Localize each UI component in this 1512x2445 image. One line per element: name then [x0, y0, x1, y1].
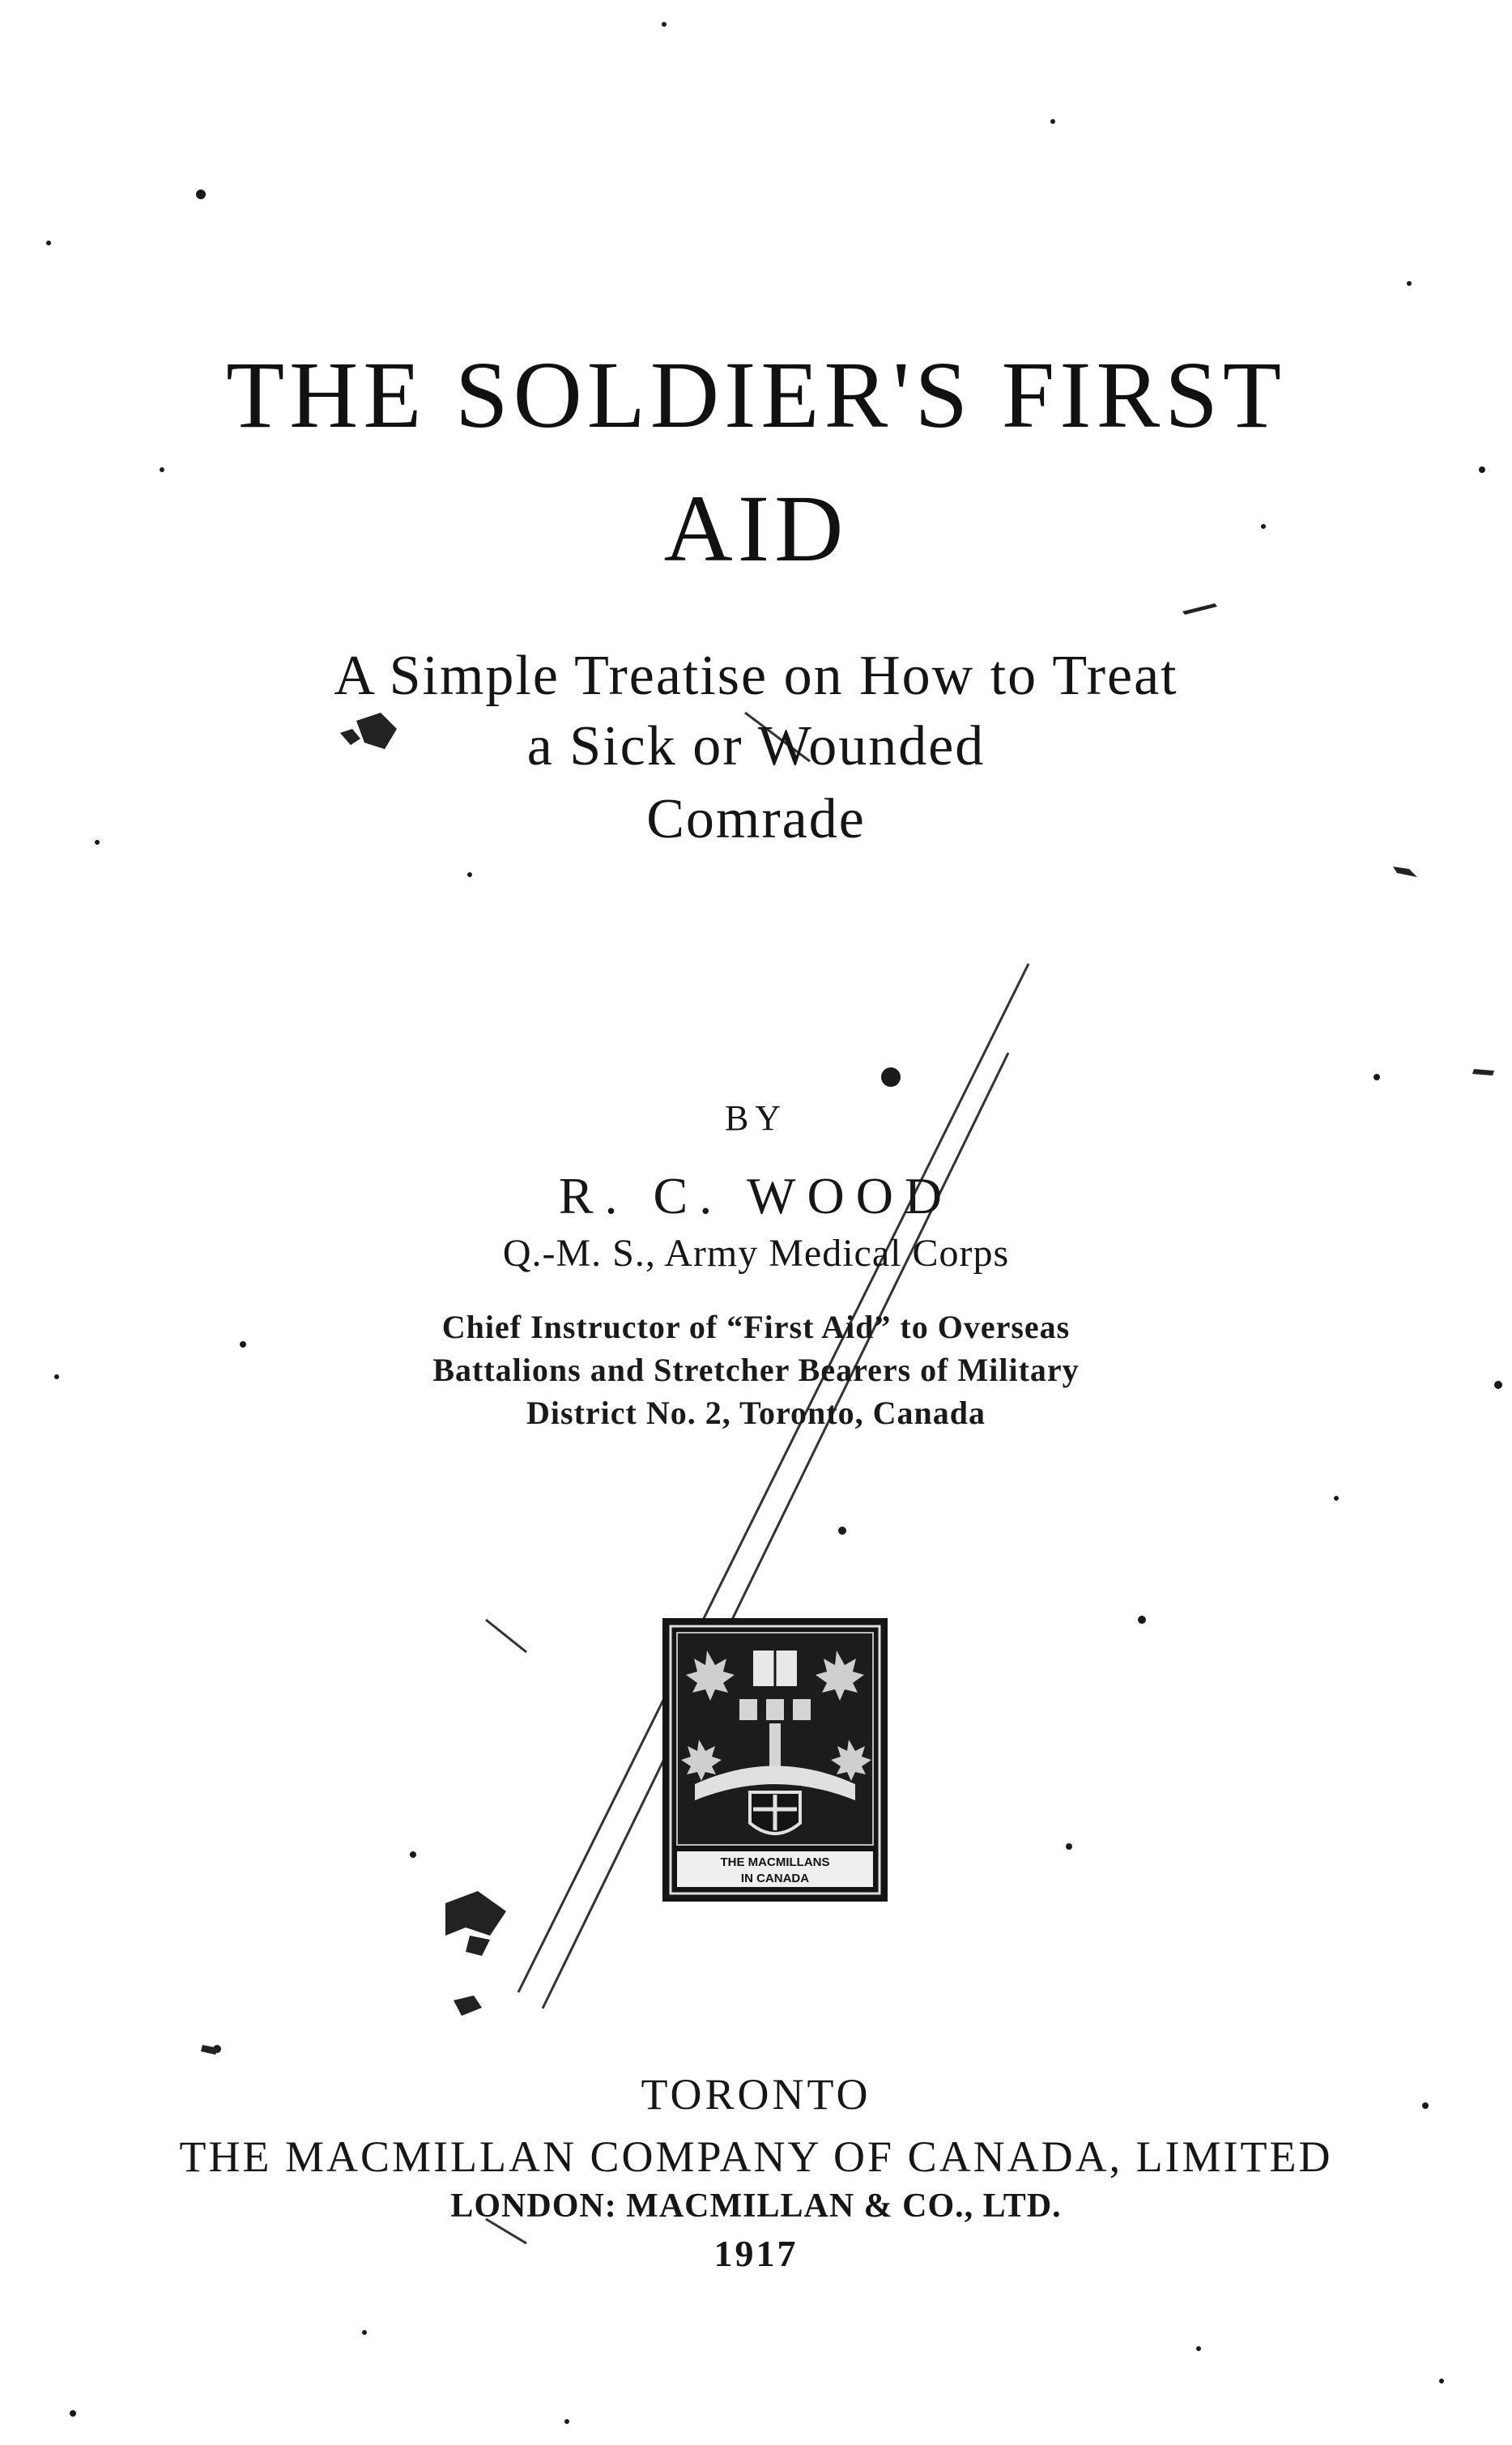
- by-label: BY: [724, 1098, 788, 1138]
- author-name: R. C. WOOD: [558, 1167, 954, 1225]
- publication-year: 1917: [713, 2233, 799, 2274]
- book-title-line-1: THE SOLDIER'S FIRST: [226, 342, 1286, 448]
- book-title-line-2: AID: [663, 475, 849, 581]
- publisher-city: TORONTO: [641, 2070, 871, 2119]
- macmillan-publisher-emblem-icon: [662, 1618, 888, 1902]
- subtitle-line-3: Comrade: [646, 788, 866, 850]
- author-bio-line-2: Battalions and Stretcher Bearers of Military: [432, 1352, 1080, 1388]
- subtitle-line-2: a Sick or Wounded: [526, 715, 986, 777]
- london-publisher: LONDON: MACMILLAN & CO., LTD.: [450, 2187, 1062, 2225]
- subtitle-line-1: A Simple Treatise on How to Treat: [334, 645, 1178, 707]
- emblem-caption-line-1: THE MACMILLANS: [720, 1855, 830, 1869]
- author-bio-line-1: Chief Instructor of “First Aid” to Overseas: [441, 1309, 1071, 1345]
- author-rank: Q.-M. S., Army Medical Corps: [502, 1232, 1010, 1275]
- author-bio-line-3: District No. 2, Toronto, Canada: [526, 1395, 986, 1431]
- emblem-caption-line-2: IN CANADA: [740, 1872, 810, 1885]
- publisher-name: THE MACMILLAN COMPANY OF CANADA, LIMITED: [179, 2132, 1333, 2181]
